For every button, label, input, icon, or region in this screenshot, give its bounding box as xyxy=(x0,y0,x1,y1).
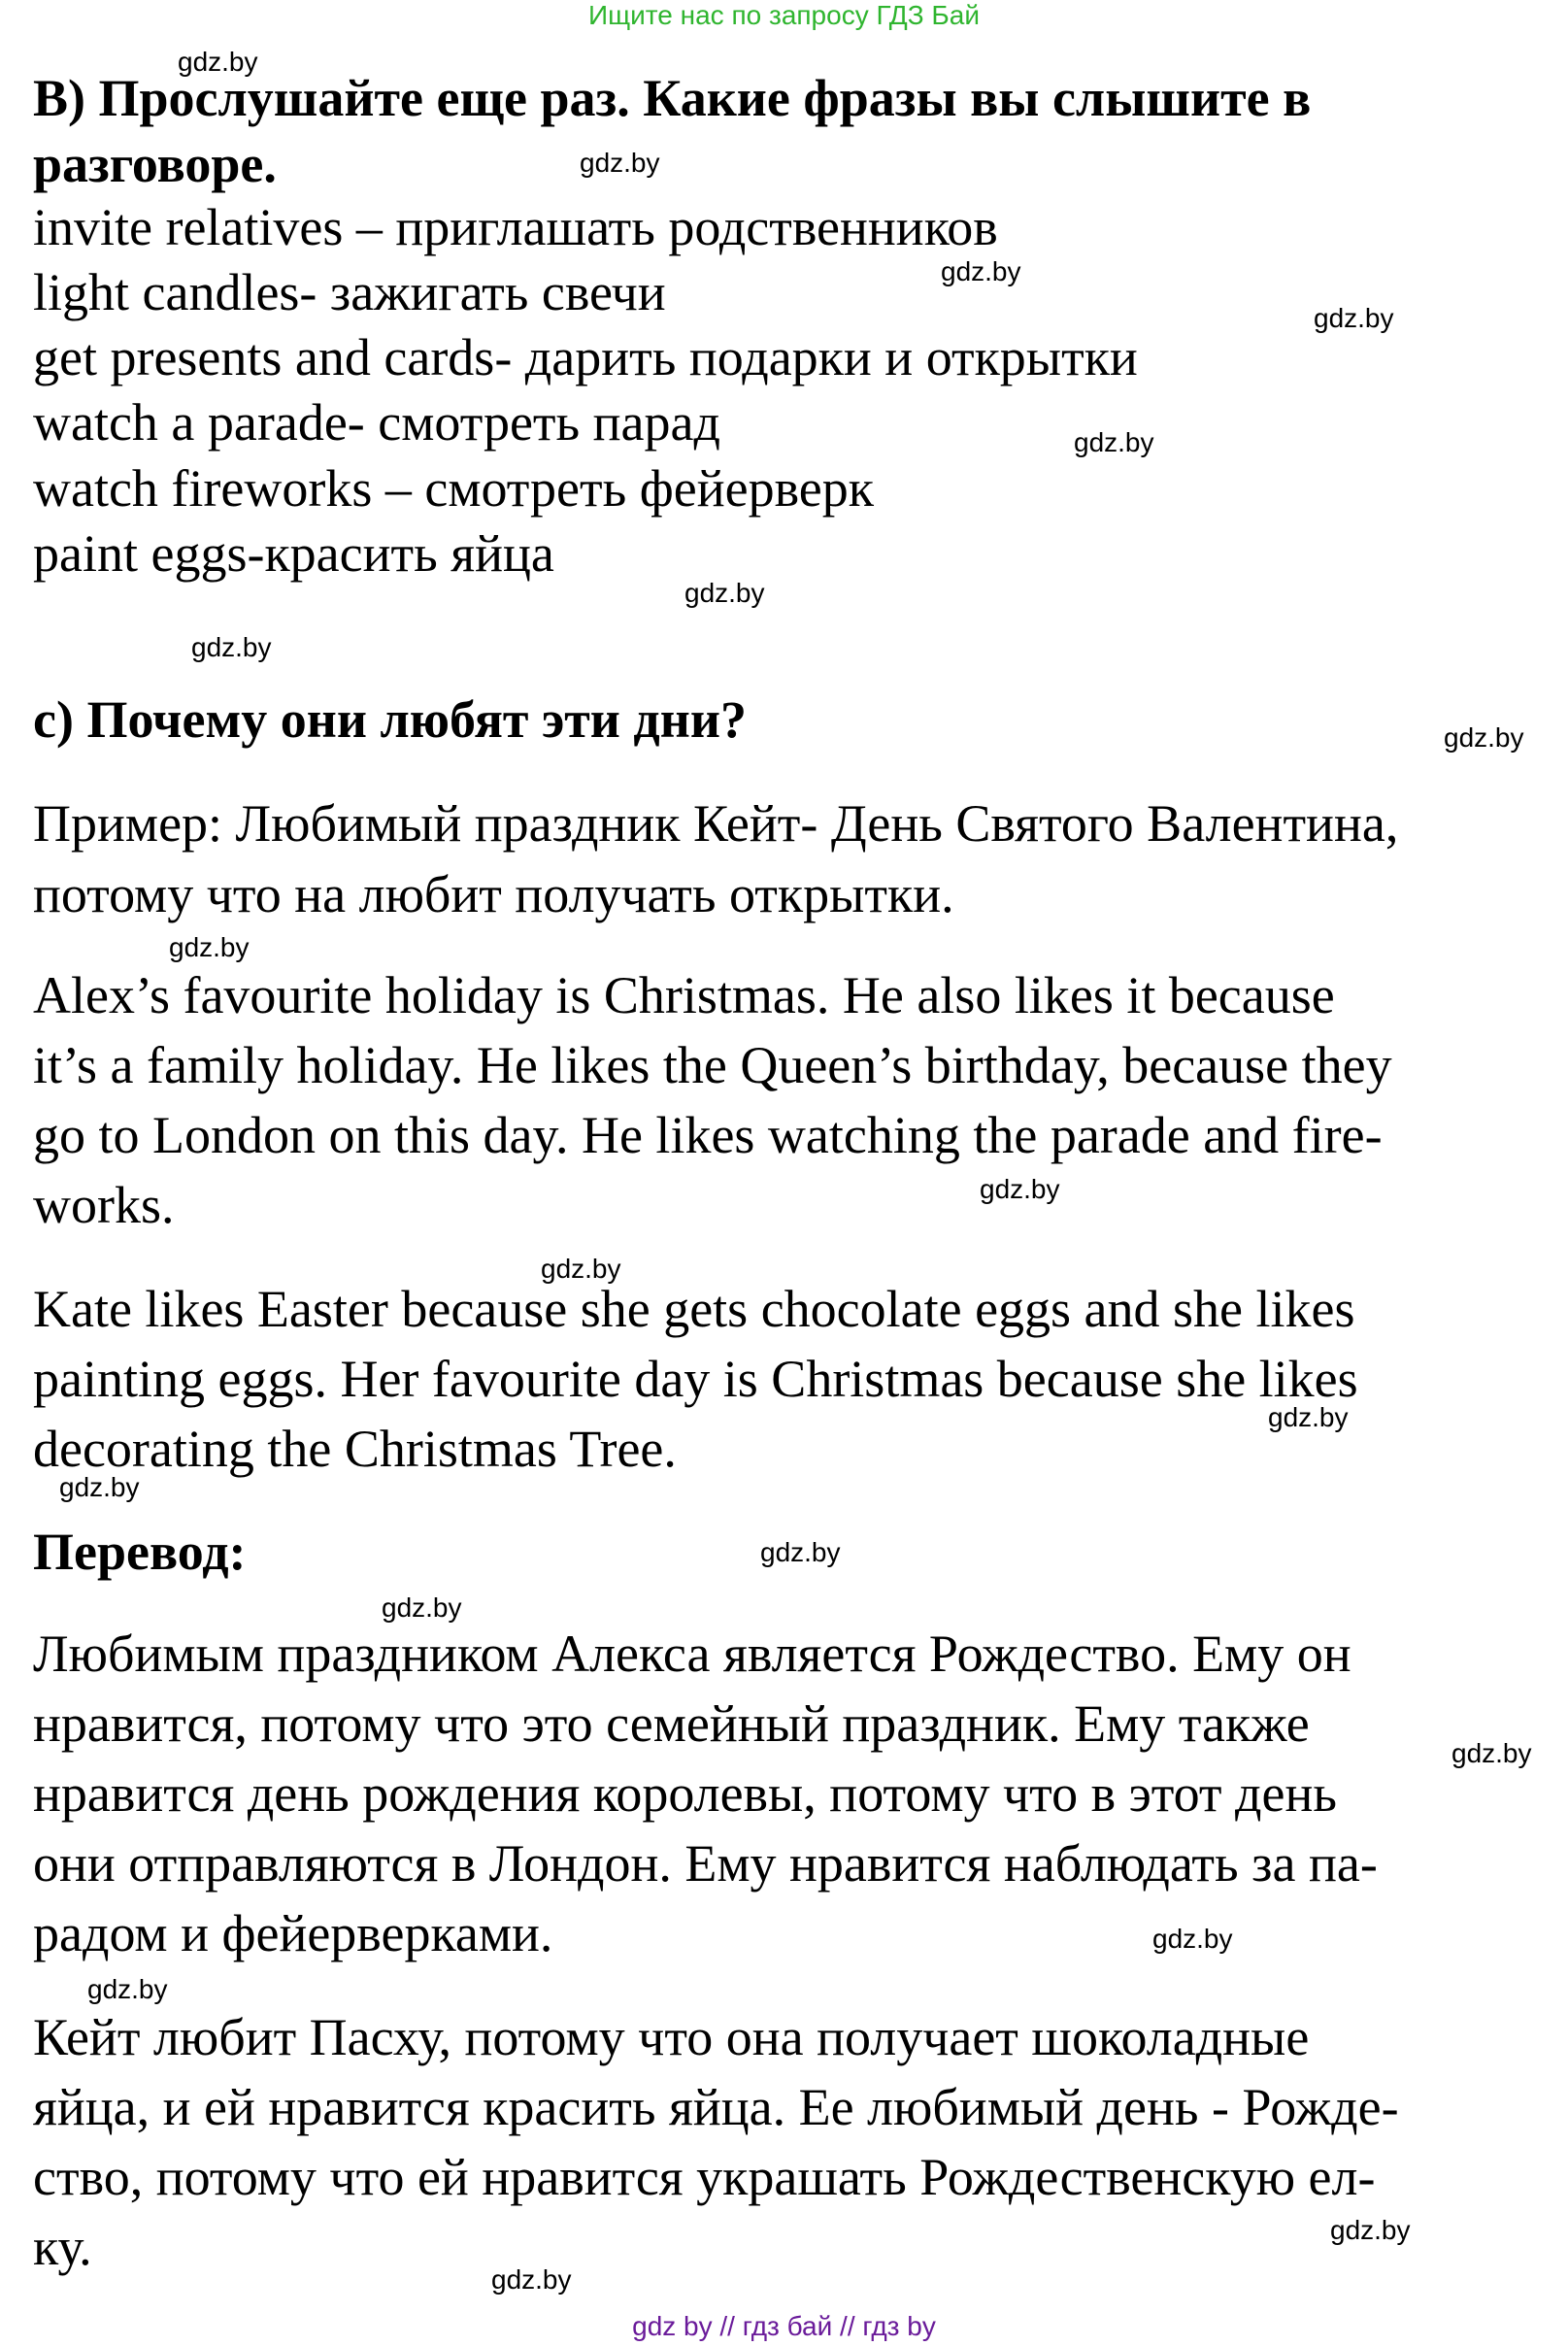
translation-heading: Перевод: xyxy=(33,1523,247,1581)
watermark: gdz.by xyxy=(169,932,250,962)
watermark: gdz.by xyxy=(491,2264,572,2295)
phrase-item: watch fireworks – смотреть фейерверк xyxy=(33,459,874,518)
kate-paragraph-line: decorating the Christmas Tree. xyxy=(33,1420,677,1478)
top-banner: Ищите нас по запросу ГДЗ Бай xyxy=(587,0,981,30)
translation-alex-line: нравится день рождения королевы, потому что в этот день xyxy=(33,1764,1337,1823)
alex-paragraph-line: Alex’s favourite holiday is Christmas. He also likes it because xyxy=(33,966,1335,1024)
watermark: gdz.by xyxy=(1451,1738,1532,1768)
alex-paragraph-line: go to London on this day. He likes watching the parade and fire- xyxy=(33,1106,1383,1164)
section-b-heading-line-1: B) Прослушайте еще раз. Какие фразы вы слышите в xyxy=(33,69,1312,127)
example-line: Пример: Любимый праздник Кейт- День Святого Валентина, xyxy=(33,794,1399,853)
watermark: gdz.by xyxy=(541,1254,621,1284)
watermark: gdz.by xyxy=(1314,303,1394,333)
section-b-heading-line-2: разговоре. xyxy=(33,135,277,193)
bottom-banner: gdz by // гдз бай // гдз by xyxy=(632,2311,936,2341)
watermark: gdz.by xyxy=(941,256,1021,286)
translation-alex-line: радом и фейерверками. xyxy=(33,1904,553,1962)
watermark: gdz.by xyxy=(87,1974,168,2004)
watermark: gdz.by xyxy=(178,47,258,77)
kate-paragraph-line: painting eggs. Her favourite day is Christmas because she likes xyxy=(33,1350,1358,1408)
phrase-item: invite relatives – приглашать родственников xyxy=(33,198,998,256)
watermark: gdz.by xyxy=(980,1174,1060,1204)
alex-paragraph-line: it’s a family holiday. He likes the Queen’s birthday, because they xyxy=(33,1036,1392,1094)
watermark: gdz.by xyxy=(59,1472,140,1502)
watermark: gdz.by xyxy=(760,1537,841,1567)
watermark: gdz.by xyxy=(382,1592,462,1623)
translation-kate-line: ство, потому что ей нравится украшать Рождественскую ел- xyxy=(33,2148,1376,2206)
section-c-heading: с) Почему они любят эти дни? xyxy=(33,690,747,749)
watermark: gdz.by xyxy=(580,148,660,178)
translation-kate-line: Кейт любит Пасху, потому что она получает шоколадные xyxy=(33,2008,1310,2066)
phrase-item: light candles- зажигать свечи xyxy=(33,263,666,321)
translation-kate-line: яйца, и ей нравится красить яйца. Ее любимый день - Рожде- xyxy=(33,2078,1399,2136)
watermark: gdz.by xyxy=(1152,1924,1233,1954)
kate-paragraph-line: Kate likes Easter because she gets chocolate eggs and she likes xyxy=(33,1280,1355,1338)
phrase-item: watch a parade- смотреть парад xyxy=(33,393,720,452)
watermark: gdz.by xyxy=(684,578,765,608)
translation-alex-line: нравится, потому что это семейный праздник. Ему также xyxy=(33,1694,1310,1753)
alex-paragraph-line: works. xyxy=(33,1176,175,1234)
translation-alex-line: они отправляются в Лондон. Ему нравится наблюдать за па- xyxy=(33,1834,1378,1893)
translation-kate-line: ку. xyxy=(33,2218,92,2276)
translation-alex-line: Любимым праздником Алекса является Рождество. Ему он xyxy=(33,1625,1351,1683)
example-line: потому что на любит получать открытки. xyxy=(33,865,954,923)
watermark: gdz.by xyxy=(1268,1402,1349,1432)
phrase-item: paint eggs-красить яйца xyxy=(33,524,554,583)
phrase-item: get presents and cards- дарить подарки и открытки xyxy=(33,328,1138,386)
watermark: gdz.by xyxy=(1330,2215,1411,2245)
watermark: gdz.by xyxy=(1074,427,1154,457)
watermark: gdz.by xyxy=(191,632,272,662)
watermark: gdz.by xyxy=(1444,722,1524,753)
